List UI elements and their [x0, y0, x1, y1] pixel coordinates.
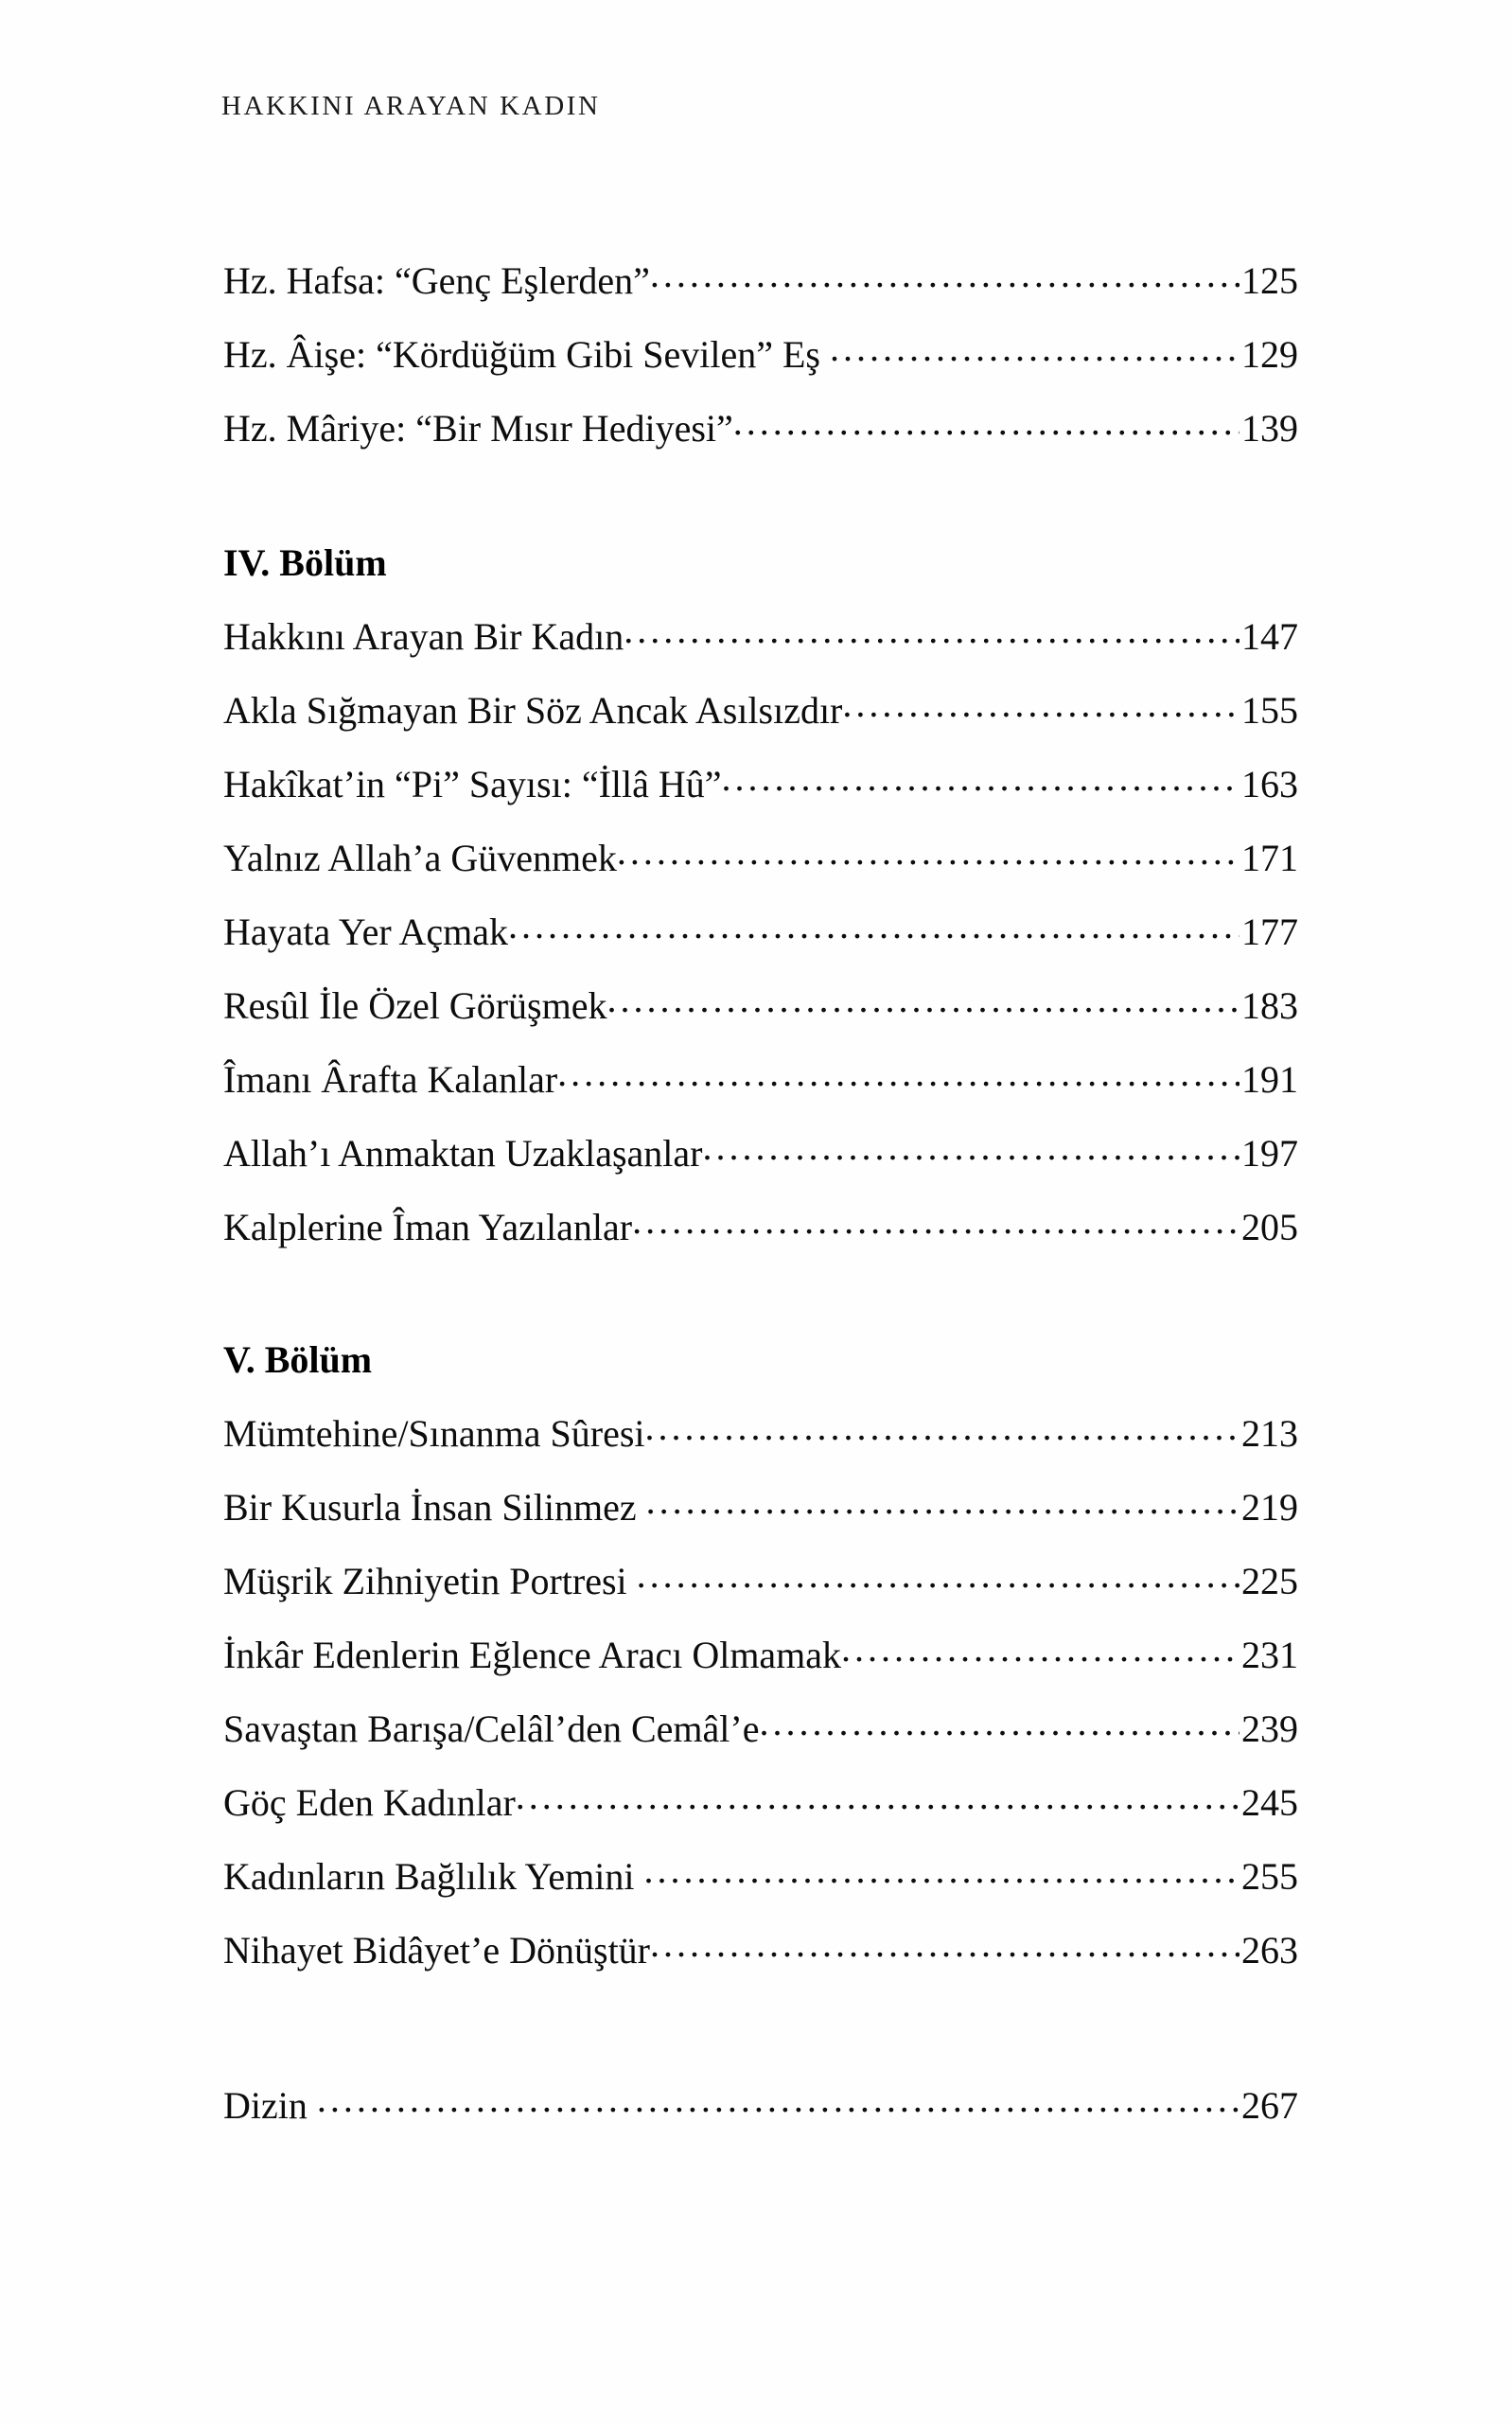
- toc-entry-page: 255: [1241, 1855, 1298, 1898]
- toc-entry[interactable]: [223, 244, 1298, 318]
- toc-entry-title: İnkâr Edenlerin Eğlence Aracı Olmamak: [223, 1634, 842, 1676]
- dot-leader: [617, 833, 1239, 871]
- dot-leader: [842, 685, 1239, 723]
- toc-entry-page: 129: [1241, 333, 1298, 376]
- toc-entry-title: Göç Eden Kadınlar: [223, 1781, 516, 1824]
- toc-entry[interactable]: [223, 822, 1298, 895]
- toc-entry-page: 171: [1241, 837, 1298, 879]
- dot-leader: [646, 1482, 1239, 1520]
- toc-entry-title: Hayata Yer Açmak: [223, 911, 509, 953]
- toc-entry-title: Allah’ı Anmaktan Uzaklaşanlar: [223, 1132, 703, 1175]
- dot-leader: [508, 907, 1239, 945]
- dot-leader: [637, 1556, 1239, 1594]
- toc-entry-title: Hakîkat’in “Pi” Sayısı: “İllâ Hû”: [223, 763, 722, 805]
- toc-entry[interactable]: [223, 1545, 1298, 1618]
- toc-entry-title: Akla Sığmayan Bir Söz Ancak Asılsızdır: [223, 689, 843, 732]
- toc-entry-title: Yalnız Allah’a Güvenmek: [223, 837, 617, 879]
- toc-entry-title: Îmanı Ârafta Kalanlar: [223, 1058, 558, 1101]
- dot-leader: [624, 611, 1239, 649]
- dot-leader: [643, 1851, 1239, 1889]
- toc-entry-title: Nihayet Bidâyet’e Dönüştür: [223, 1929, 650, 1972]
- dot-leader: [516, 1777, 1239, 1815]
- toc-entry-page: 197: [1241, 1132, 1298, 1175]
- dot-leader: [317, 2080, 1239, 2118]
- toc-entry-title: Hakkını Arayan Bir Kadın: [223, 615, 624, 658]
- toc-entry-title: Resûl İle Özel Görüşmek: [223, 984, 607, 1027]
- toc-entry-page: 163: [1241, 763, 1298, 805]
- toc-entry-title: Mümtehine/Sınanma Sûresi: [223, 1412, 645, 1455]
- dot-leader: [632, 1202, 1239, 1240]
- toc-entry[interactable]: [223, 1397, 1298, 1471]
- dot-leader: [830, 329, 1239, 367]
- toc-entry[interactable]: [223, 1840, 1298, 1914]
- toc-entry[interactable]: [223, 1191, 1298, 1265]
- dot-leader: [722, 759, 1239, 797]
- toc-entry-page: 219: [1241, 1486, 1298, 1529]
- toc-entry[interactable]: [223, 1043, 1298, 1117]
- section-heading: IV. Bölüm: [223, 541, 387, 584]
- toc-entry-title: Kalplerine Îman Yazılanlar: [223, 1206, 633, 1248]
- section-heading: V. Bölüm: [223, 1338, 373, 1381]
- toc-section-5: [223, 1323, 1298, 1988]
- dot-leader: [557, 1054, 1239, 1092]
- toc-entry[interactable]: [223, 318, 1298, 392]
- running-header: HAKKINI ARAYAN KADIN: [221, 91, 601, 121]
- toc-entry-title: Savaştan Barışa/Celâl’den Cemâl’e: [223, 1707, 760, 1750]
- toc-entry[interactable]: [223, 969, 1298, 1043]
- toc-entry-page: 245: [1241, 1781, 1298, 1824]
- toc-entry-page: 267: [1241, 2084, 1298, 2127]
- toc-entry[interactable]: [223, 895, 1298, 969]
- toc-entry[interactable]: [223, 1914, 1298, 1988]
- dot-leader: [650, 256, 1239, 293]
- toc-entry[interactable]: [223, 1618, 1298, 1692]
- toc-entry-title: Dizin: [223, 2084, 317, 2127]
- toc-entry-title: Bir Kusurla İnsan Silinmez: [223, 1486, 646, 1529]
- toc-entry[interactable]: [223, 2069, 1298, 2143]
- toc-entry-page: 231: [1241, 1634, 1298, 1676]
- dot-leader: [607, 981, 1239, 1018]
- toc-entry-page: 125: [1241, 259, 1298, 302]
- toc-entry-page: 225: [1241, 1560, 1298, 1602]
- toc-entry-page: 213: [1241, 1412, 1298, 1455]
- spacer: [223, 1988, 1298, 2069]
- table-of-contents: [223, 244, 1298, 2143]
- dot-leader: [841, 1630, 1239, 1668]
- dot-leader: [759, 1704, 1239, 1742]
- toc-entry[interactable]: [223, 392, 1298, 466]
- toc-entry-page: 139: [1241, 407, 1298, 450]
- toc-entry-page: 191: [1241, 1058, 1298, 1101]
- dot-leader: [650, 1925, 1239, 1963]
- toc-entry[interactable]: [223, 600, 1298, 674]
- toc-entry-page: 147: [1241, 615, 1298, 658]
- toc-entry-page: 183: [1241, 984, 1298, 1027]
- toc-entry[interactable]: [223, 674, 1298, 748]
- toc-section-4: [223, 526, 1298, 1265]
- toc-trailing-group: [223, 2069, 1298, 2143]
- toc-entry[interactable]: [223, 1471, 1298, 1545]
- toc-entry-title: Müşrik Zihniyetin Portresi: [223, 1560, 637, 1602]
- toc-entry-title: Hz. Âişe: “Kördüğüm Gibi Sevilen” Eş: [223, 333, 830, 376]
- toc-entry[interactable]: [223, 748, 1298, 822]
- toc-entry-page: 263: [1241, 1929, 1298, 1972]
- toc-entry-page: 239: [1241, 1707, 1298, 1750]
- toc-leading-group: [223, 244, 1298, 466]
- dot-leader: [645, 1408, 1239, 1446]
- dot-leader: [702, 1128, 1239, 1166]
- toc-entry-title: Hz. Hafsa: “Genç Eşlerden”: [223, 259, 650, 302]
- toc-entry-page: 205: [1241, 1206, 1298, 1248]
- spacer: [223, 1265, 1298, 1323]
- toc-entry-page: 155: [1241, 689, 1298, 732]
- toc-entry[interactable]: [223, 1692, 1298, 1766]
- toc-entry-page: 177: [1241, 911, 1298, 953]
- toc-entry[interactable]: [223, 1766, 1298, 1840]
- toc-entry[interactable]: [223, 1117, 1298, 1191]
- spacer: [223, 466, 1298, 526]
- toc-entry-title: Hz. Mâriye: “Bir Mısır Hediyesi”: [223, 407, 733, 450]
- dot-leader: [733, 403, 1239, 441]
- toc-entry-title: Kadınların Bağlılık Yemini: [223, 1855, 644, 1898]
